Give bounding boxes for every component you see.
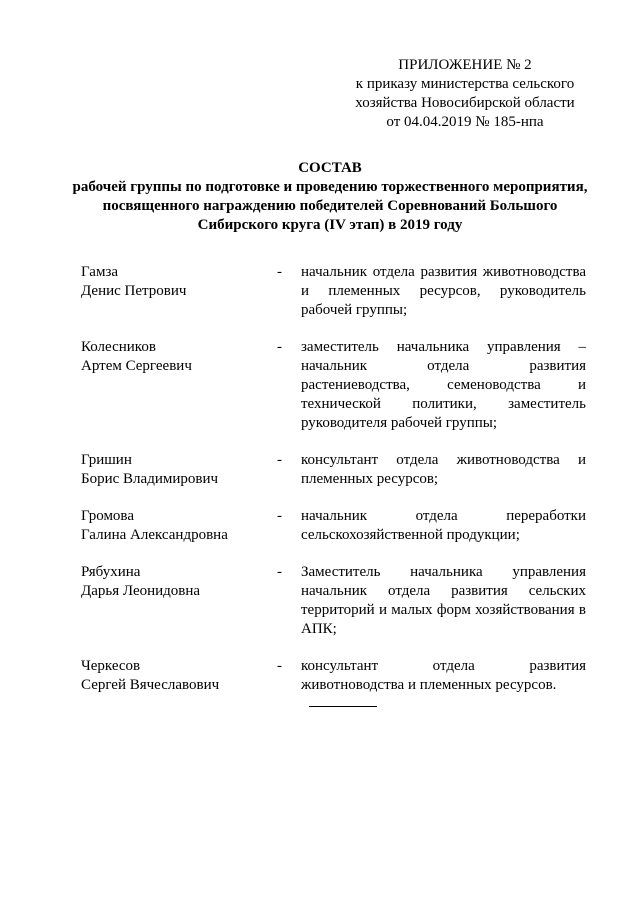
member-name: [81, 563, 277, 601]
member-list: [81, 263, 586, 713]
document-subtitle-line1: рабочей группы по подготовке и проведению торжественного мероприятия,: [72, 179, 588, 195]
member-surname: Черкесов: [81, 658, 141, 674]
member-dash: -: [277, 264, 282, 280]
member-role: консультант отдела развития животноводства и племенных ресурсов.: [301, 658, 586, 693]
appendix-header: [330, 56, 600, 132]
member-role: начальник отдела переработки сельскохозяйственной продукции;: [301, 508, 586, 543]
appendix-order-ref-line2: хозяйства Новосибирской области: [355, 95, 575, 111]
member-surname: Колесников: [81, 339, 156, 355]
document-subtitle-line3: Сибирского круга (IV этап) в 2019 году: [197, 217, 463, 233]
member-name: [81, 657, 277, 695]
member-surname: Гамза: [81, 264, 119, 280]
appendix-order-ref-line1: к приказу министерства сельского: [355, 76, 575, 92]
member-role: Заместитель начальника управления начальник отдела развития сельских территорий и малых форм хозяйствования в АПК;: [301, 564, 586, 637]
member-given-names: Денис Петрович: [81, 283, 187, 299]
member-surname: Громова: [81, 508, 134, 524]
closing-divider: [309, 706, 377, 707]
member-given-names: Артем Сергеевич: [81, 358, 192, 374]
member-entry: [81, 507, 586, 545]
member-given-names: Борис Владимирович: [81, 471, 219, 487]
member-given-names: Сергей Вячеславович: [81, 677, 220, 693]
document-heading: [60, 159, 600, 235]
appendix-order-date: от 04.04.2019 № 185-нпа: [386, 114, 544, 130]
member-given-names: Дарья Леонидовна: [81, 583, 201, 599]
member-entry: [81, 451, 586, 489]
member-surname: Гришин: [81, 452, 132, 468]
member-given-names: Галина Александровна: [81, 527, 228, 543]
member-entry: [81, 263, 586, 320]
member-entry: [81, 657, 586, 695]
member-name: [81, 451, 277, 489]
member-dash: -: [277, 452, 282, 468]
member-dash: -: [277, 339, 282, 355]
member-role: заместитель начальника управления – начальник отдела развития растениеводства, семеноводства и технической политики, заместитель руководителя рабочей группы;: [301, 339, 586, 431]
member-dash: -: [277, 508, 282, 524]
member-surname: Рябухина: [81, 564, 141, 580]
member-role: начальник отдела развития животноводства и племенных ресурсов, руководитель рабочей группы;: [301, 264, 586, 318]
member-dash: -: [277, 658, 282, 674]
member-role: консультант отдела животноводства и племенных ресурсов;: [301, 452, 586, 487]
document-subtitle-line2: посвященного награждению победителей Соревнований Большого: [102, 198, 558, 214]
member-name: [81, 507, 277, 545]
member-entry: [81, 338, 586, 433]
member-entry: [81, 563, 586, 639]
member-name: [81, 263, 277, 301]
member-dash: -: [277, 564, 282, 580]
appendix-number: ПРИЛОЖЕНИЕ № 2: [398, 57, 532, 73]
member-name: [81, 338, 277, 376]
document-title: СОСТАВ: [298, 160, 362, 176]
